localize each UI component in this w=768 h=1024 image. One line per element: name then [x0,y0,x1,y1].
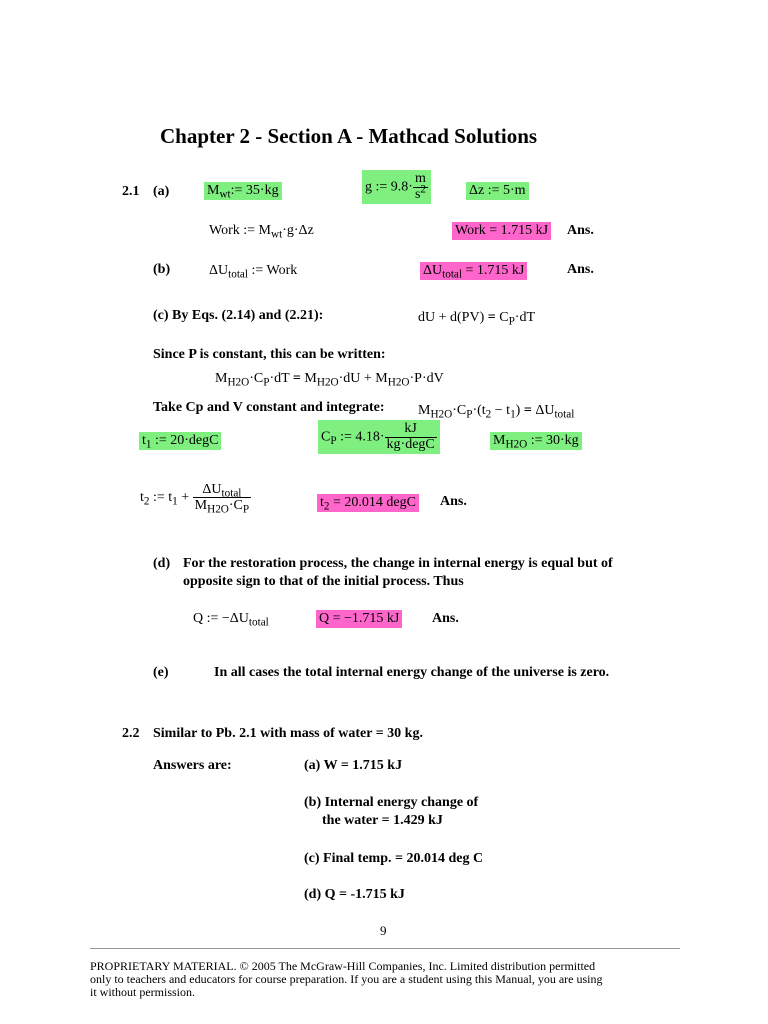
answer-a: (a) W = 1.715 kJ [304,758,403,773]
energy-balance-equation: dU + $d(PV) = C_P\cdot dT$ [418,310,536,328]
page-title: Chapter 2 - Section A - Mathcad Solutions [160,124,538,148]
q-result: Q = −1.715 kJ [316,610,402,628]
t1-input: $t_1$ := 20·degC [139,432,221,450]
part-d-text-line1: For the restoration process, the change in internal energy is equal but of [183,556,613,571]
cp-input: $C_P$ := 4.18· $\frac{kJ}{\text{kg·degC}}$ [318,420,440,454]
g-input: g := 9.8· $\frac{m}{s^2}$ [362,170,431,204]
du-definition: $\Delta U_{total}$ := Work [209,263,298,281]
part-e-text: In all cases the total internal energy change of the universe is zero. [214,665,610,680]
mh2o-input: $M_{H2O}$ := 30·kg [490,432,582,450]
integrated-equation: $M_{H2O}\cdot C_P\cdot(t_2 - t_1) = \Delta U_{total}$ [418,403,575,421]
work-result: Work = 1.715 kJ [452,222,551,240]
problem-number-2-1: 2.1 [122,184,140,199]
ans-label: Ans. [567,223,594,238]
q-definition: Q := $-\Delta U_{total}$ [193,611,269,629]
part-d-label: (d) [153,556,171,571]
part-d-text-line2: opposite sign to that of the initial process. Thus [183,574,464,589]
page-number: 9 [380,923,387,938]
ans-label: Ans. [432,611,459,626]
answers-label: Answers are: [153,758,232,773]
ans-label: Ans. [567,262,594,277]
footer-line3: it without permission. [90,985,195,999]
t2-result: $t_2 = 20.014$ degC [317,494,419,512]
footer-line2: only to teachers and educators for course preparation. If you are a student using this Manual, you are using [90,972,603,986]
part-c-label: (c) By Eqs. (2.14) and (2.21): [153,308,324,323]
footer-line1: PROPRIETARY MATERIAL. © 2005 The McGraw-Hill Companies, Inc. Limited distribution permitted [90,959,596,973]
answer-b-line2: the water = 1.429 kJ [322,813,443,828]
part-a-label: (a) [153,184,170,199]
part-e-label: (e) [153,665,169,680]
dz-input: Δz := 5·m [466,182,529,200]
du-result: $\Delta U_{total} = 1.715$ kJ [420,262,527,280]
take-text: Take Cp and V constant and integrate: [153,400,385,415]
answer-c: (c) Final temp. = 20.014 deg C [304,851,484,866]
t2-definition: $t_2$ := $t_1$ + $\frac{\Delta U_{total}}{M_{H2O}\cdot C_P}$ [140,482,250,516]
part-b-label: (b) [153,262,171,277]
ans-label: Ans. [440,494,467,509]
constant-pressure-equation: $M_{H2O}\cdot C_P\cdot dT = M_{H2O}\cdot dU + M_{H2O}\cdot P\cdot dV$ [215,371,444,389]
work-definition: Work := $M_{wt}\cdot g\cdot\Delta z$ [209,223,314,241]
problem-2-2-text: Similar to Pb. 2.1 with mass of water = 30 kg. [153,726,423,741]
answer-b-line1: (b) Internal energy change of [304,795,479,810]
answer-d: (d) Q = -1.715 kJ [304,887,405,902]
since-text: Since P is constant, this can be written: [153,347,386,362]
problem-number-2-2: 2.2 [122,726,140,741]
footer-divider [90,948,680,949]
mwt-input: $M_{wt}:= 35\cdot kg$ [204,182,282,200]
